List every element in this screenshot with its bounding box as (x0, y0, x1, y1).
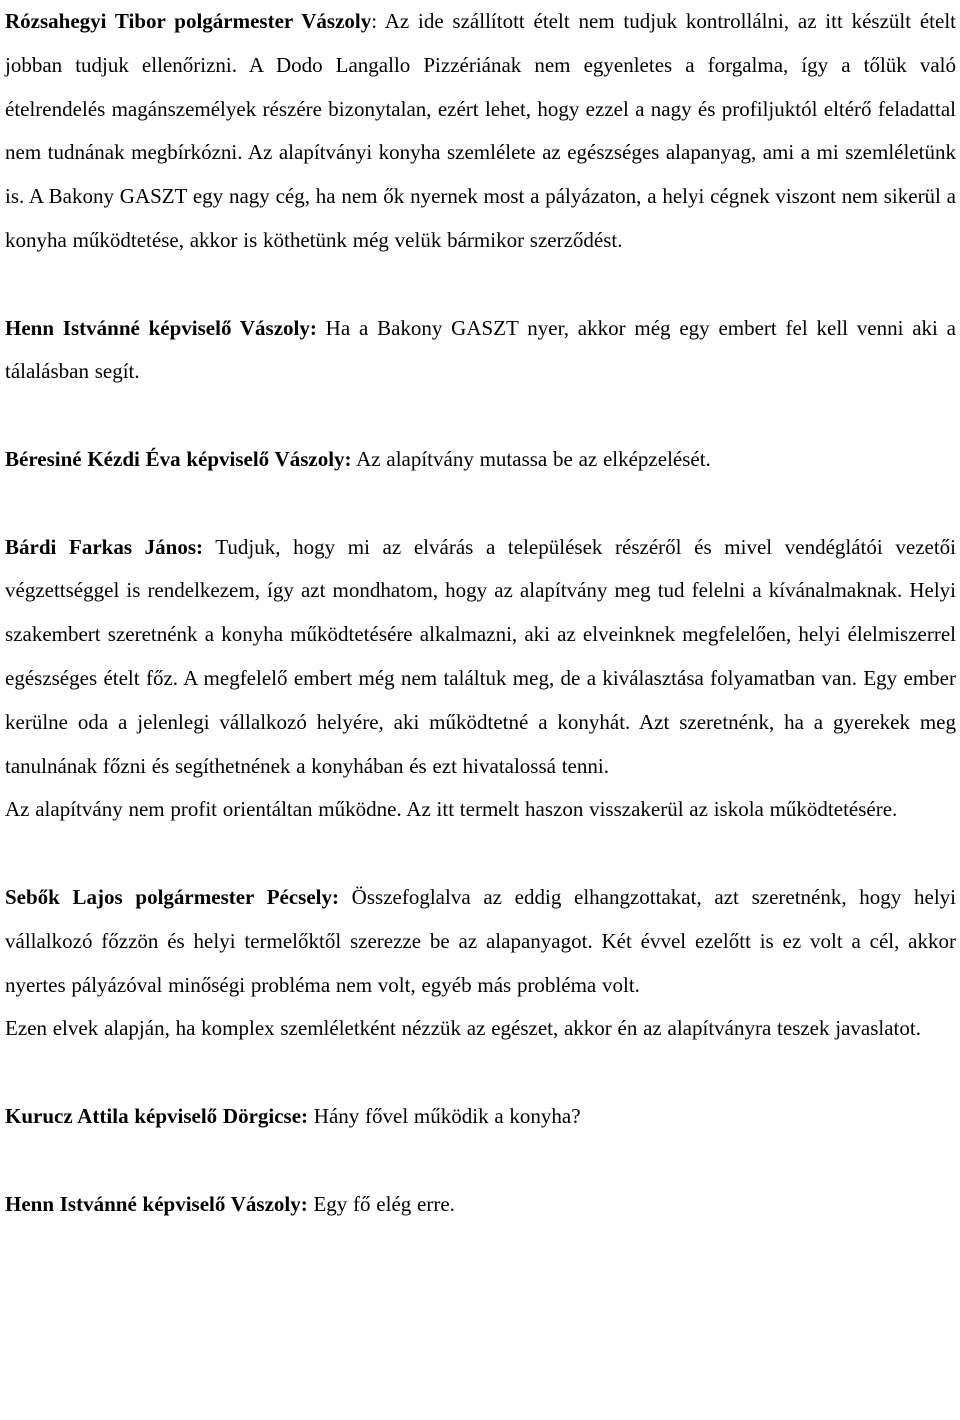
speaker-name: Rózsahegyi Tibor polgármester Vászoly (5, 9, 372, 33)
paragraph-sebok-continuation (5, 1007, 956, 1051)
paragraph-kurucz (5, 1095, 956, 1139)
paragraph-text: Összefoglalva az eddig elhangzottakat, azt szeretnénk, hogy helyi vállalkozó főzzön és helyi termelőktől szerezze be az alapanyagot. Két évvel ezelőtt is ez volt a cél, akkor nyertes pályázóval minőségi probléma nem volt, egyéb más probléma volt. (5, 884, 956, 997)
paragraph-beresine (5, 438, 956, 482)
paragraph-gap (5, 1139, 956, 1183)
paragraph-henn-1 (5, 307, 956, 395)
speaker-name: Béresiné Kézdi Éva képviselő Vászoly: (5, 446, 352, 471)
paragraph-text: Az ide szállított ételt nem tudjuk kontrollálni, az itt készült ételt jobban tudjuk ellenőrizni. A Dodo Langallo Pizzériának nem egyenletes a forgalma, így a tőlük való ételrendelés magánszemélyek részére bizonytalan, ezért lehet, hogy ezzel a nagy és profiljuktól eltérő feladattal nem tudnának megbírkózni. Az alapítványi konyha szemlélete az egészséges alapanyag, ami a mi szemléletünk is. A Bakony GASZT egy nagy cég, ha nem ők nyernek most a pályázaton, a helyi cégnek viszont nem sikerül a konyha működtetése, akkor is köthetünk még velük bármikor szerződést. (5, 9, 956, 252)
paragraph-text: Ha a Bakony GASZT nyer, akkor még egy embert fel kell venni aki a tálalásban segít. (5, 315, 956, 384)
document-page (5, 0, 956, 1226)
paragraph-sebok (5, 876, 956, 1007)
paragraph-bardi-continuation (5, 788, 956, 832)
paragraph-gap (5, 263, 956, 307)
speaker-name: Henn Istvánné képviselő Vászoly: (5, 315, 317, 340)
paragraph-text: Hány fővel működik a konyha? (308, 1103, 581, 1128)
paragraph-text: Az alapítvány nem profit orientáltan működne. Az itt termelt haszon visszakerül az iskola működtetésére. (5, 797, 898, 822)
paragraph-text: Ezen elvek alapján, ha komplex szemléletként nézzük az egészet, akkor én az alapítványra teszek javaslatot. (5, 1016, 921, 1041)
paragraph-rozsahegyi (5, 0, 956, 263)
paragraph-text: Tudjuk, hogy mi az elvárás a települések részéről és mivel vendéglátói vezetői végzettséggel is rendelkezem, így azt mondhatom, hogy az alapítvány meg tud felelni a kívánalmaknak. Helyi szakembert szeretnénk a konyha működtetésére alkalmazni, aki az elveinknek megfelelően, helyi élelmiszerrel egészséges ételt főz. A megfelelő embert még nem találtuk meg, de a kiválasztása folyamatban van. Egy ember kerülne oda a jelenlegi vállalkozó helyére, aki működtetné a konyhát. Azt szeretnénk, ha a gyerekek meg tanulnának főzni és segíthetnének a konyhában és ezt hivatalossá tenni. (5, 534, 957, 778)
paragraph-text: Egy fő elég erre. (307, 1191, 455, 1216)
speaker-colon: : (371, 9, 378, 33)
paragraph-gap (5, 394, 956, 438)
paragraph-gap (5, 832, 956, 876)
paragraph-text: Az alapítvány mutassa be az elképzelését. (351, 446, 711, 471)
speaker-name: Sebők Lajos polgármester Pécsely: (5, 884, 339, 909)
paragraph-bardi (5, 526, 956, 789)
speaker-name: Henn Istvánné képviselő Vászoly: (5, 1191, 308, 1216)
paragraph-henn-2 (5, 1183, 956, 1227)
speaker-name: Kurucz Attila képviselő Dörgicse: (5, 1103, 309, 1128)
paragraph-gap (5, 1051, 956, 1095)
paragraph-gap (5, 482, 956, 526)
speaker-name: Bárdi Farkas János: (5, 534, 203, 559)
